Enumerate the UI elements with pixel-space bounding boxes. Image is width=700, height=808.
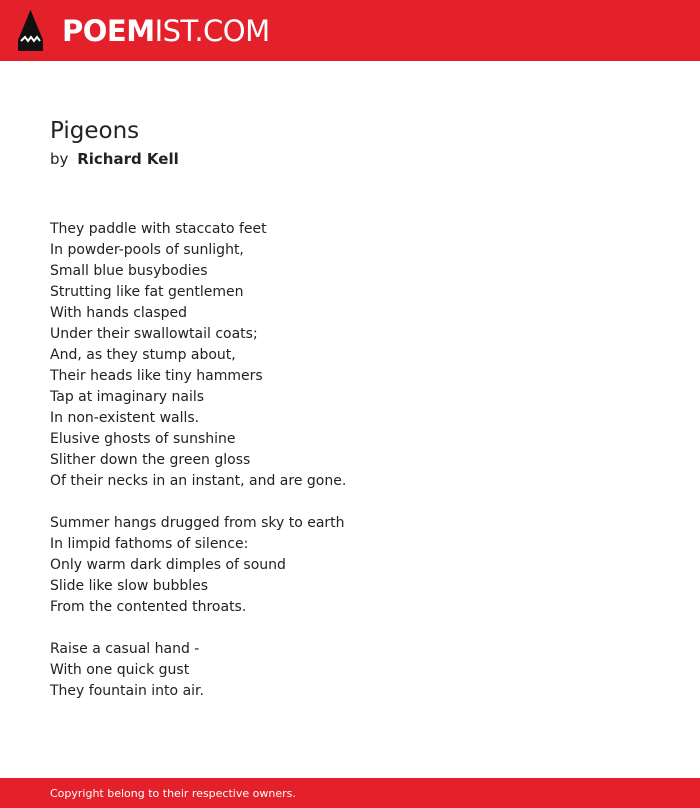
poem-stanza — [50, 219, 346, 492]
poem-line: Strutting like fat gentlemen — [50, 284, 244, 300]
poem-line: Elusive ghosts of sunshine — [50, 431, 236, 447]
poem-line: They paddle with staccato feet — [50, 221, 267, 237]
poem-line: In powder-pools of sunlight, — [50, 242, 244, 258]
author-name[interactable]: Richard Kell — [77, 150, 179, 168]
poem-line: Slither down the green gloss — [50, 452, 251, 468]
poem-line: In limpid fathoms of silence: — [50, 536, 249, 552]
poem-line: In non-existent walls. — [50, 410, 200, 426]
poem-line: Slide like slow bubbles — [50, 578, 209, 594]
byline — [50, 148, 179, 170]
poem-line: Of their necks in an instant, and are gone. — [50, 473, 347, 489]
poem-line: Summer hangs drugged from sky to earth — [50, 515, 345, 531]
poem-line: Small blue busybodies — [50, 263, 208, 279]
poem-line: Only warm dark dimples of sound — [50, 557, 286, 573]
site-logo[interactable] — [62, 14, 270, 48]
poem-body — [50, 219, 346, 723]
logo-text-bold: POEM — [62, 14, 155, 48]
logo-text-light: IST.COM — [154, 14, 270, 48]
poem-stanza — [50, 639, 346, 702]
site-header — [0, 0, 700, 61]
copyright-text: Copyright belong to their respective owners. — [50, 787, 296, 800]
poem-title: Pigeons — [50, 118, 140, 144]
poem-line: Under their swallowtail coats; — [50, 326, 258, 342]
poem-line: And, as they stump about, — [50, 347, 236, 363]
poem-line: With hands clasped — [50, 305, 188, 321]
poem-line: Their heads like tiny hammers — [50, 368, 263, 384]
poem-line: Tap at imaginary nails — [50, 389, 205, 405]
poem-line: They fountain into air. — [50, 683, 204, 699]
pencil-tip-icon[interactable] — [18, 10, 43, 51]
poem-stanza — [50, 513, 346, 618]
by-label: by — [50, 150, 69, 168]
poem-line: From the contented throats. — [50, 599, 247, 615]
site-footer — [0, 778, 700, 808]
poem-line: Raise a casual hand - — [50, 641, 200, 657]
poem-line: With one quick gust — [50, 662, 190, 678]
